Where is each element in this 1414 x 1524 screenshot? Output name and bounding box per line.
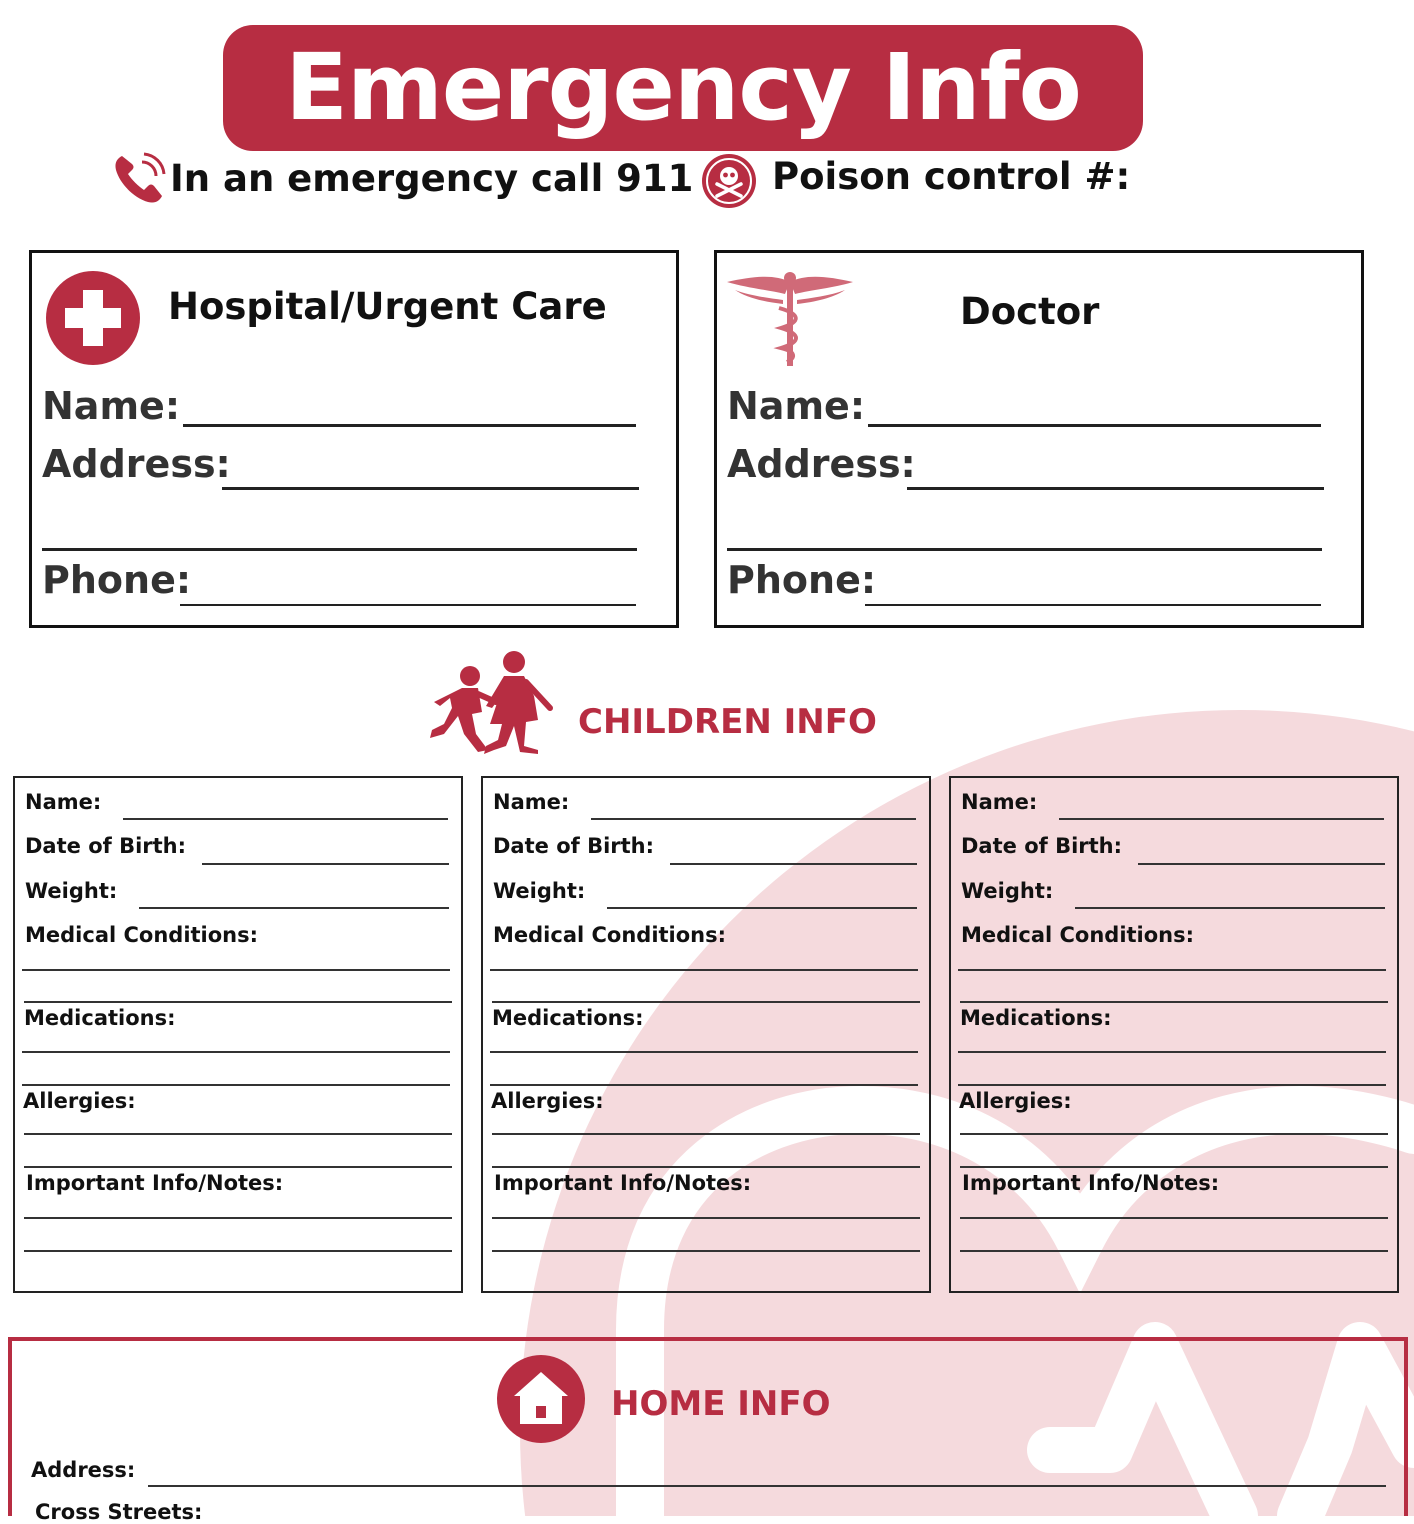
child-notes-label: Important Info/Notes:	[494, 1171, 752, 1195]
child-allergies-line-1[interactable]	[960, 1133, 1388, 1135]
home-cross-streets-label: Cross Streets:	[35, 1500, 203, 1524]
child-conditions-line-1[interactable]	[958, 969, 1386, 971]
child-conditions-line-1[interactable]	[490, 969, 918, 971]
child-medications-line-1[interactable]	[22, 1051, 450, 1053]
doctor-address-line[interactable]	[907, 487, 1324, 490]
hospital-title: Hospital/Urgent Care	[168, 285, 607, 328]
hospital-address-line-2[interactable]	[42, 548, 637, 551]
child-conditions-label: Medical Conditions:	[25, 923, 259, 947]
child-dob-label: Date of Birth:	[961, 834, 1123, 858]
doctor-title: Doctor	[960, 290, 1100, 333]
hospital-name-label: Name:	[42, 384, 181, 428]
child-allergies-line-2[interactable]	[24, 1166, 452, 1168]
child-allergies-line-2[interactable]	[492, 1166, 920, 1168]
poison-control-text: Poison control #:	[772, 155, 1131, 198]
child-dob-line[interactable]	[670, 863, 917, 865]
doctor-name-line[interactable]	[868, 424, 1321, 427]
doctor-phone-label: Phone:	[727, 558, 877, 602]
doctor-phone-line[interactable]	[865, 604, 1321, 606]
doctor-name-label: Name:	[727, 384, 866, 428]
child-dob-line[interactable]	[202, 863, 449, 865]
child-name-label: Name:	[25, 790, 102, 814]
child-notes-label: Important Info/Notes:	[26, 1171, 284, 1195]
hospital-phone-line[interactable]	[180, 604, 636, 606]
child-medications-line-1[interactable]	[958, 1051, 1386, 1053]
hospital-phone-label: Phone:	[42, 558, 192, 602]
child-notes-line-2[interactable]	[24, 1250, 452, 1252]
child-conditions-line-2[interactable]	[492, 1001, 920, 1003]
child-notes-line-1[interactable]	[24, 1217, 452, 1219]
child-allergies-label: Allergies:	[23, 1089, 136, 1113]
caduceus-icon	[725, 268, 855, 368]
child-medications-line-2[interactable]	[22, 1084, 450, 1086]
phone-icon	[110, 150, 168, 208]
children-info-title: CHILDREN INFO	[578, 702, 877, 742]
child-medications-label: Medications:	[492, 1006, 644, 1030]
hospital-name-line[interactable]	[183, 424, 636, 427]
child-medications-line-1[interactable]	[490, 1051, 918, 1053]
child-notes-line-1[interactable]	[960, 1217, 1388, 1219]
child-name-line[interactable]	[1059, 818, 1384, 820]
cross-icon	[45, 270, 141, 366]
child-conditions-line-1[interactable]	[22, 969, 450, 971]
child-weight-line[interactable]	[607, 907, 917, 909]
child-name-line[interactable]	[591, 818, 916, 820]
hospital-address-label: Address:	[42, 442, 231, 486]
child-weight-line[interactable]	[139, 907, 449, 909]
child-medications-line-2[interactable]	[490, 1084, 918, 1086]
child-weight-label: Weight:	[493, 879, 586, 903]
child-weight-label: Weight:	[25, 879, 118, 903]
child-medications-line-2[interactable]	[958, 1084, 1386, 1086]
child-allergies-line-1[interactable]	[24, 1133, 452, 1135]
home-address-label: Address:	[31, 1458, 136, 1482]
hospital-address-line[interactable]	[222, 487, 639, 490]
page-title: Emergency Info	[223, 25, 1143, 151]
home-info-box	[8, 1337, 1408, 1516]
child-allergies-line-1[interactable]	[492, 1133, 920, 1135]
doctor-address-line-2[interactable]	[727, 548, 1322, 551]
child-conditions-line-2[interactable]	[24, 1001, 452, 1003]
child-conditions-label: Medical Conditions:	[493, 923, 727, 947]
child-notes-label: Important Info/Notes:	[962, 1171, 1220, 1195]
child-dob-label: Date of Birth:	[493, 834, 655, 858]
child-notes-line-1[interactable]	[492, 1217, 920, 1219]
child-dob-label: Date of Birth:	[25, 834, 187, 858]
child-weight-label: Weight:	[961, 879, 1054, 903]
child-notes-line-2[interactable]	[492, 1250, 920, 1252]
child-conditions-line-2[interactable]	[960, 1001, 1388, 1003]
child-conditions-label: Medical Conditions:	[961, 923, 1195, 947]
child-medications-label: Medications:	[960, 1006, 1112, 1030]
child-name-label: Name:	[961, 790, 1038, 814]
skull-icon	[700, 152, 758, 210]
child-weight-line[interactable]	[1075, 907, 1385, 909]
child-allergies-label: Allergies:	[491, 1089, 604, 1113]
doctor-address-label: Address:	[727, 442, 916, 486]
children-icon	[428, 650, 554, 754]
emergency-call-text: In an emergency call 911	[170, 157, 694, 200]
home-address-line[interactable]	[148, 1485, 1386, 1487]
house-icon	[496, 1354, 586, 1444]
home-info-title: HOME INFO	[611, 1384, 831, 1424]
child-name-line[interactable]	[123, 818, 448, 820]
child-allergies-label: Allergies:	[959, 1089, 1072, 1113]
child-medications-label: Medications:	[24, 1006, 176, 1030]
child-name-label: Name:	[493, 790, 570, 814]
child-allergies-line-2[interactable]	[960, 1166, 1388, 1168]
child-notes-line-2[interactable]	[960, 1250, 1388, 1252]
child-dob-line[interactable]	[1138, 863, 1385, 865]
